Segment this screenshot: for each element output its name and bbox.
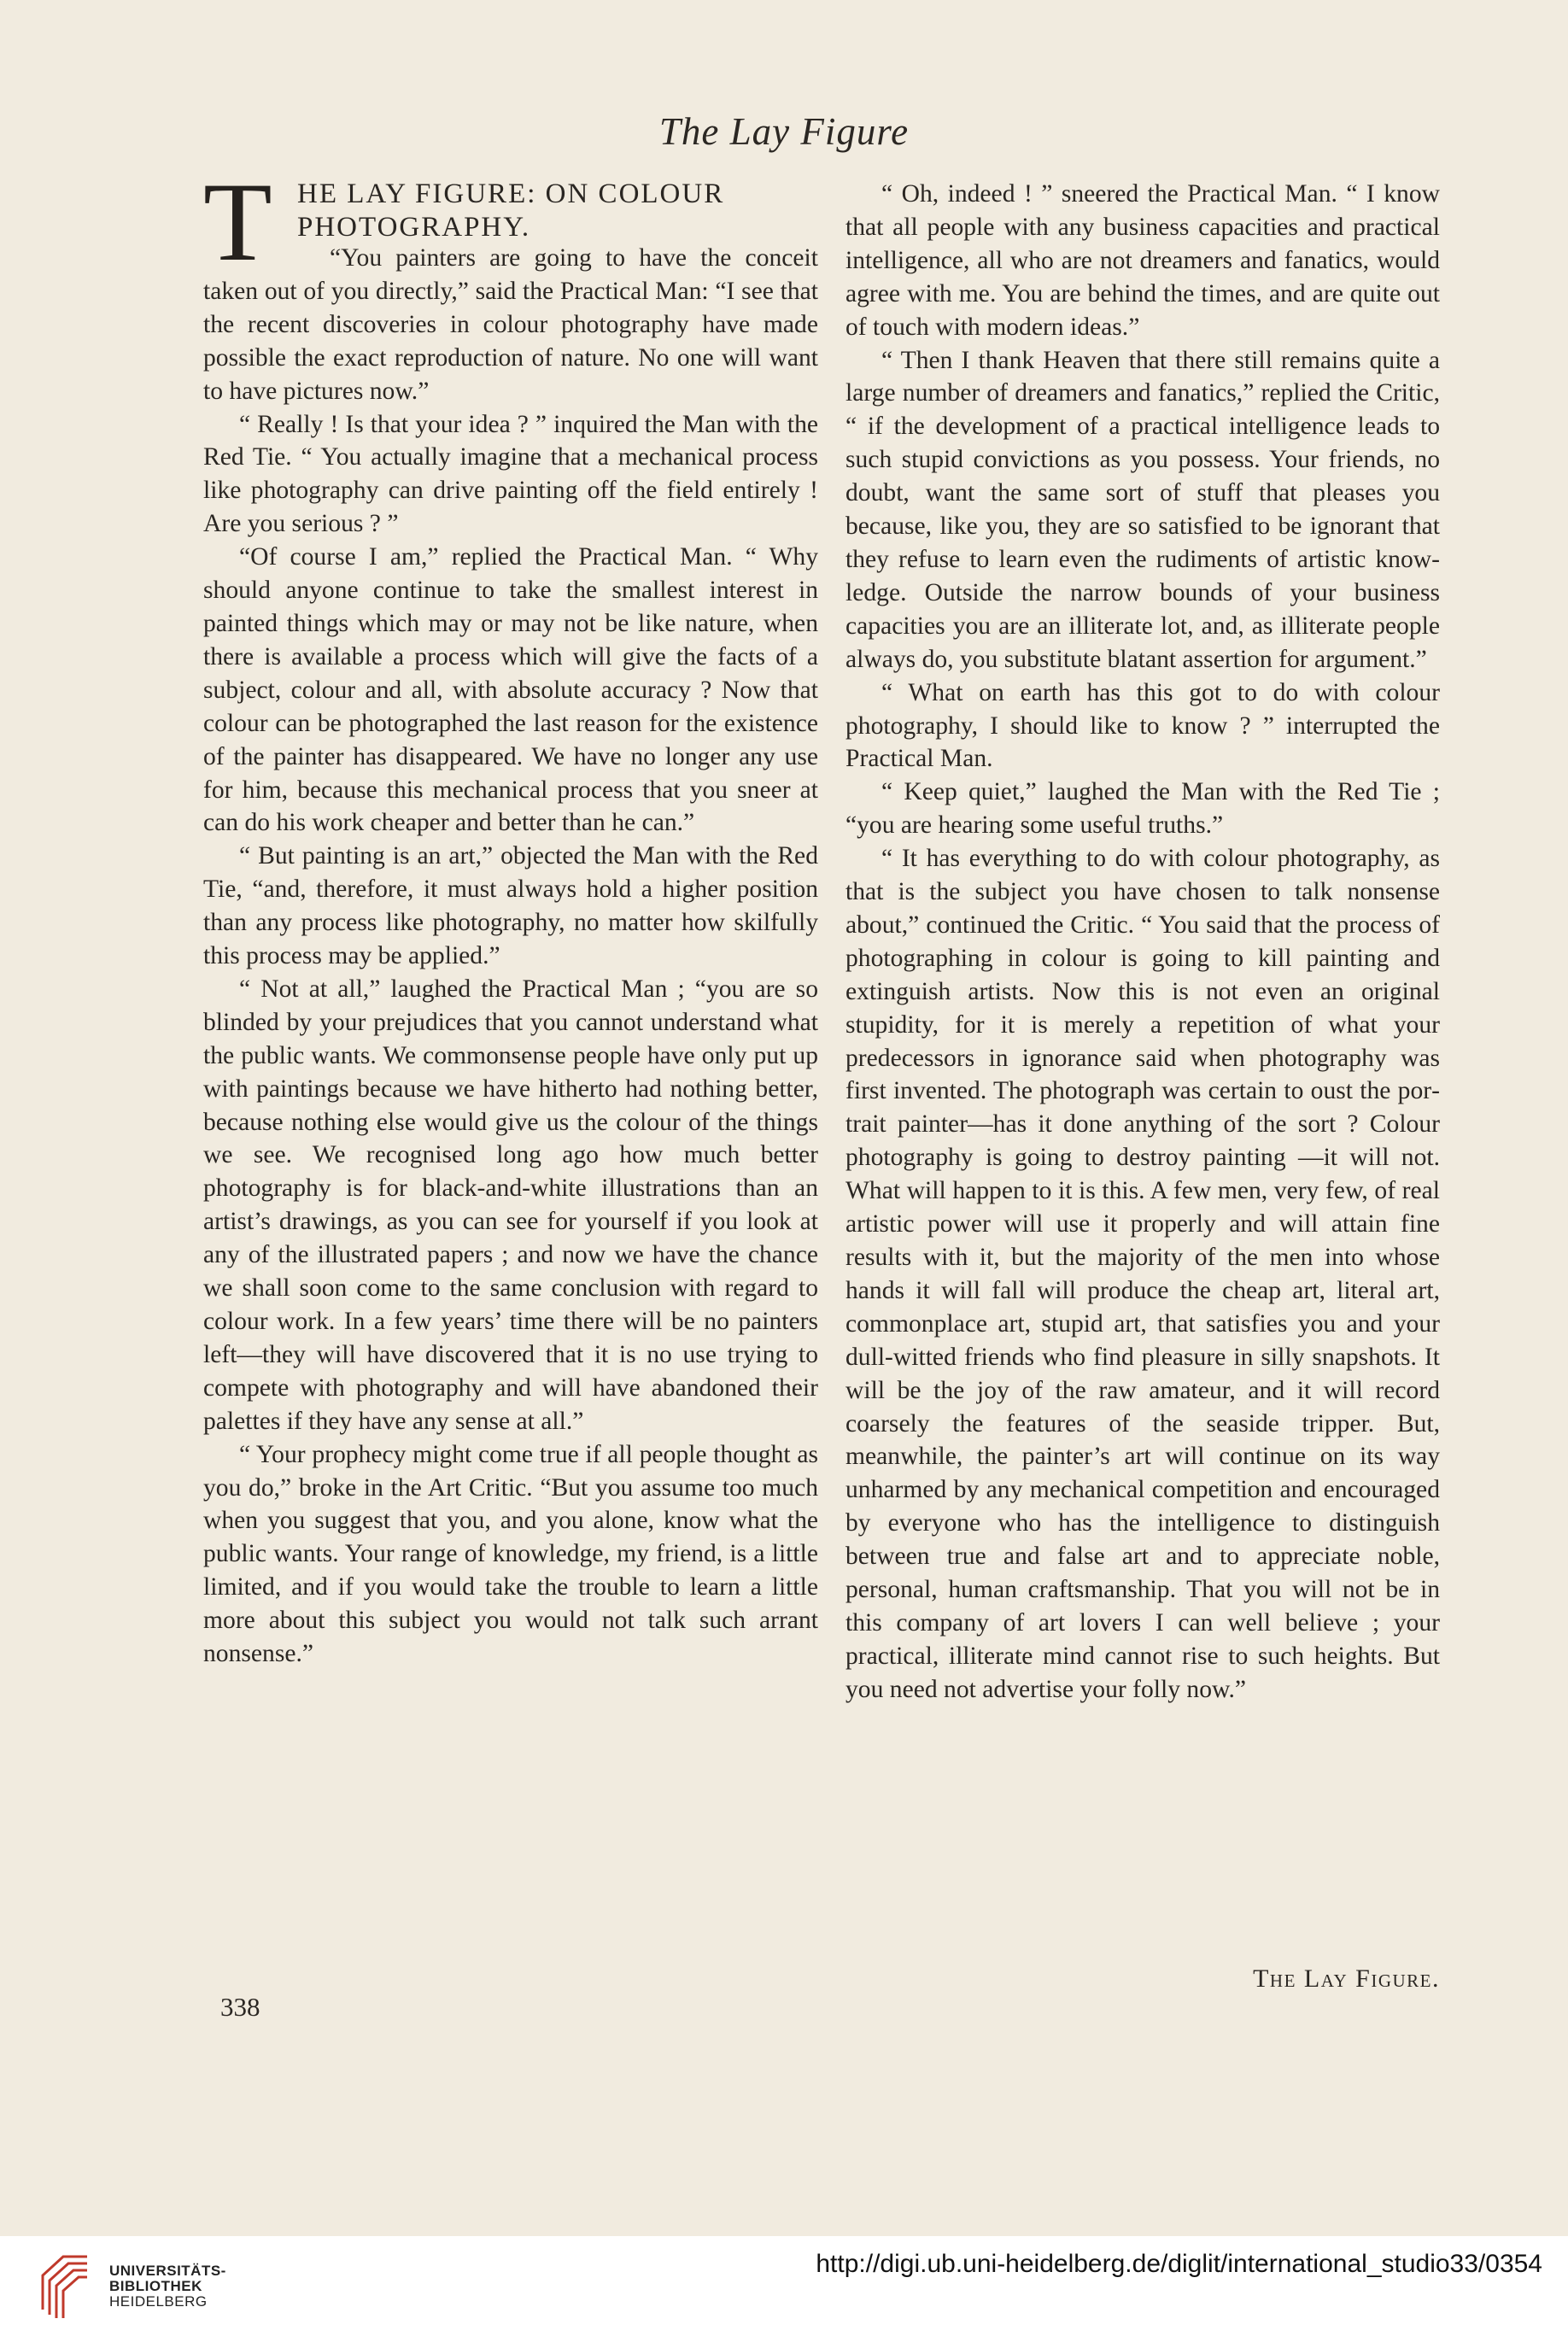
running-head: The Lay Figure bbox=[658, 110, 910, 153]
paragraph: “ Really ! Is that your idea ? ” inquired the Man with the Red Tie. “ You actually imagine that a mechanical process like photography can drive painting off the field entirely ! Are you serious ? ” bbox=[203, 410, 818, 538]
paragraph: “ What on earth has this got to do with colour photography, I should like to know ? ” interrupted the Practical Man. bbox=[845, 678, 1440, 773]
source-url-link[interactable]: http://digi.ub.uni-heidelberg.de/diglit/international_studio33/0354 bbox=[816, 2250, 1542, 2278]
drop-cap: T bbox=[203, 159, 272, 284]
page-number: 338 bbox=[220, 1992, 260, 2022]
paragraph: “ Oh, indeed ! ” sneered the Practical Man. “ I know that all people with any business capacities and practical intelligence, all who are not dreamers and fanatics, would agree with me. You are behind the times, and are quite out of touch with modern ideas.” bbox=[845, 180, 1440, 341]
paragraph: “ Then I thank Heaven that there still remains quite a large number of dreamers and fanatics,” replied the Critic, “ if the development of a practical intelligence leads to such stupid convictions as you possess. Your friends, no doubt, want the same sort of stuff that pleases you because, like you, they are so satisfied to be ignorant that they refuse to learn even the rudiments of artistic knowledge. Outside the narrow bounds of your business capacities you are an illiterate lot, and, as illiterate people always do, you substitute blatant assertion for argument.” bbox=[845, 346, 1440, 673]
paragraph: “ Not at all,” laughed the Practical Man ; “you are so blinded by your prejudices that you cannot understand what the public wants. We commonsense people have only put up with paintings because we have hitherto had nothing better, because nothing else would give us the colour of the things we see. We recognised long ago how much better photography is for black-and-white illustrations than an artist’s drawings, as you can see for yourself if you look at any of the illustrated papers ; and now we have the chance we shall soon come to the same conclusion with regard to colour work. In a few years’ time there will be no painters left—they will have discovered that it is no use trying to compete with photography and will have abandoned their palettes if they have any sense at all.” bbox=[203, 975, 818, 1435]
paragraph: “ Keep quiet,” laughed the Man with the Red Tie ; “you are hearing some useful truths.” bbox=[845, 778, 1440, 840]
right-column bbox=[845, 178, 1440, 1707]
library-name: UNIVERSITÄTS- BIBLIOTHEK HEIDELBERG bbox=[109, 2263, 226, 2310]
paragraph: “You painters are going to have the conceit taken out of you directly,” said the Practical Man: “I see that the recent discoveries in colour photography have made possible the exact reproduction of nature. No one will want to have pictures now.” bbox=[203, 244, 818, 405]
signature: The Lay Figure. bbox=[1253, 1964, 1440, 1993]
paragraph: “ But painting is an art,” objected the Man with the Red Tie, “and, therefore, it must always hold a higher position than any process like photography, no matter how skilfully this process may be applied.” bbox=[203, 842, 818, 970]
left-column bbox=[203, 159, 818, 1671]
paragraph: “ It has everything to do with colour photography, as that is the subject you have chosen to talk nonsense about,” continued the Critic. “ You said that the process of photographing in colour is going to kill painting and extinguish artists. Now this is not even an original stupidity, for it is merely a repetition of what your predecessors in ignorance said when photography was first invented. The photograph was certain to oust the portrait painter—has it done anything of the sort ? Colour photography is going to destroy painting —it will not. What will happen to it is this. A few men, very few, of real artistic power will use it properly and will attain fine results with it, but the majority of the men into whose hands it will fall will produce the cheap art, literal art, commonplace art, stupid art, that satisfies you and your dull-witted friends who find pleasure in silly snapshots. It will be the joy of the raw amateur, and it will record coarsely the features of the seaside tripper. But, meanwhile, the painter’s art will continue on its way unharmed by any mechanical competition and encouraged by everyone who has the intelligence to distinguish between true and false art and to appreciate noble, personal, human craftsmanship. That you will not be in this company of art lovers I can well believe ; your practical, illiterate mind cannot rise to such heights. But you need not advertise your folly now.” bbox=[845, 845, 1440, 1703]
paragraph: “Of course I am,” replied the Practical Man. “ Why should anyone continue to take the smallest interest in painted things which may or may not be like nature, when there is available a process which will give the facts of a subject, colour and all, with absolute accuracy ? Now that colour can be photographed the last reason for the existence of the painter has disappeared. We have no longer any use for him, because this mechanical process that you sneer at can do his work cheaper and better than he can.” bbox=[203, 543, 818, 837]
paragraph: “ Your prophecy might come true if all people thought as you do,” broke in the Art Critic. “But you assume too much when you suggest that you, and you alone, know what the public wants. Your range of knowledge, my friend, is a little limited, and if you would take the trouble to learn a little more about this subject you would not talk such arrant nonsense.” bbox=[203, 1440, 818, 1668]
title-line-2: PHOTOGRAPHY. bbox=[297, 212, 531, 243]
title-line-1: HE LAY FIGURE: ON COLOUR bbox=[297, 179, 725, 209]
library-logo-icon bbox=[38, 2250, 92, 2320]
